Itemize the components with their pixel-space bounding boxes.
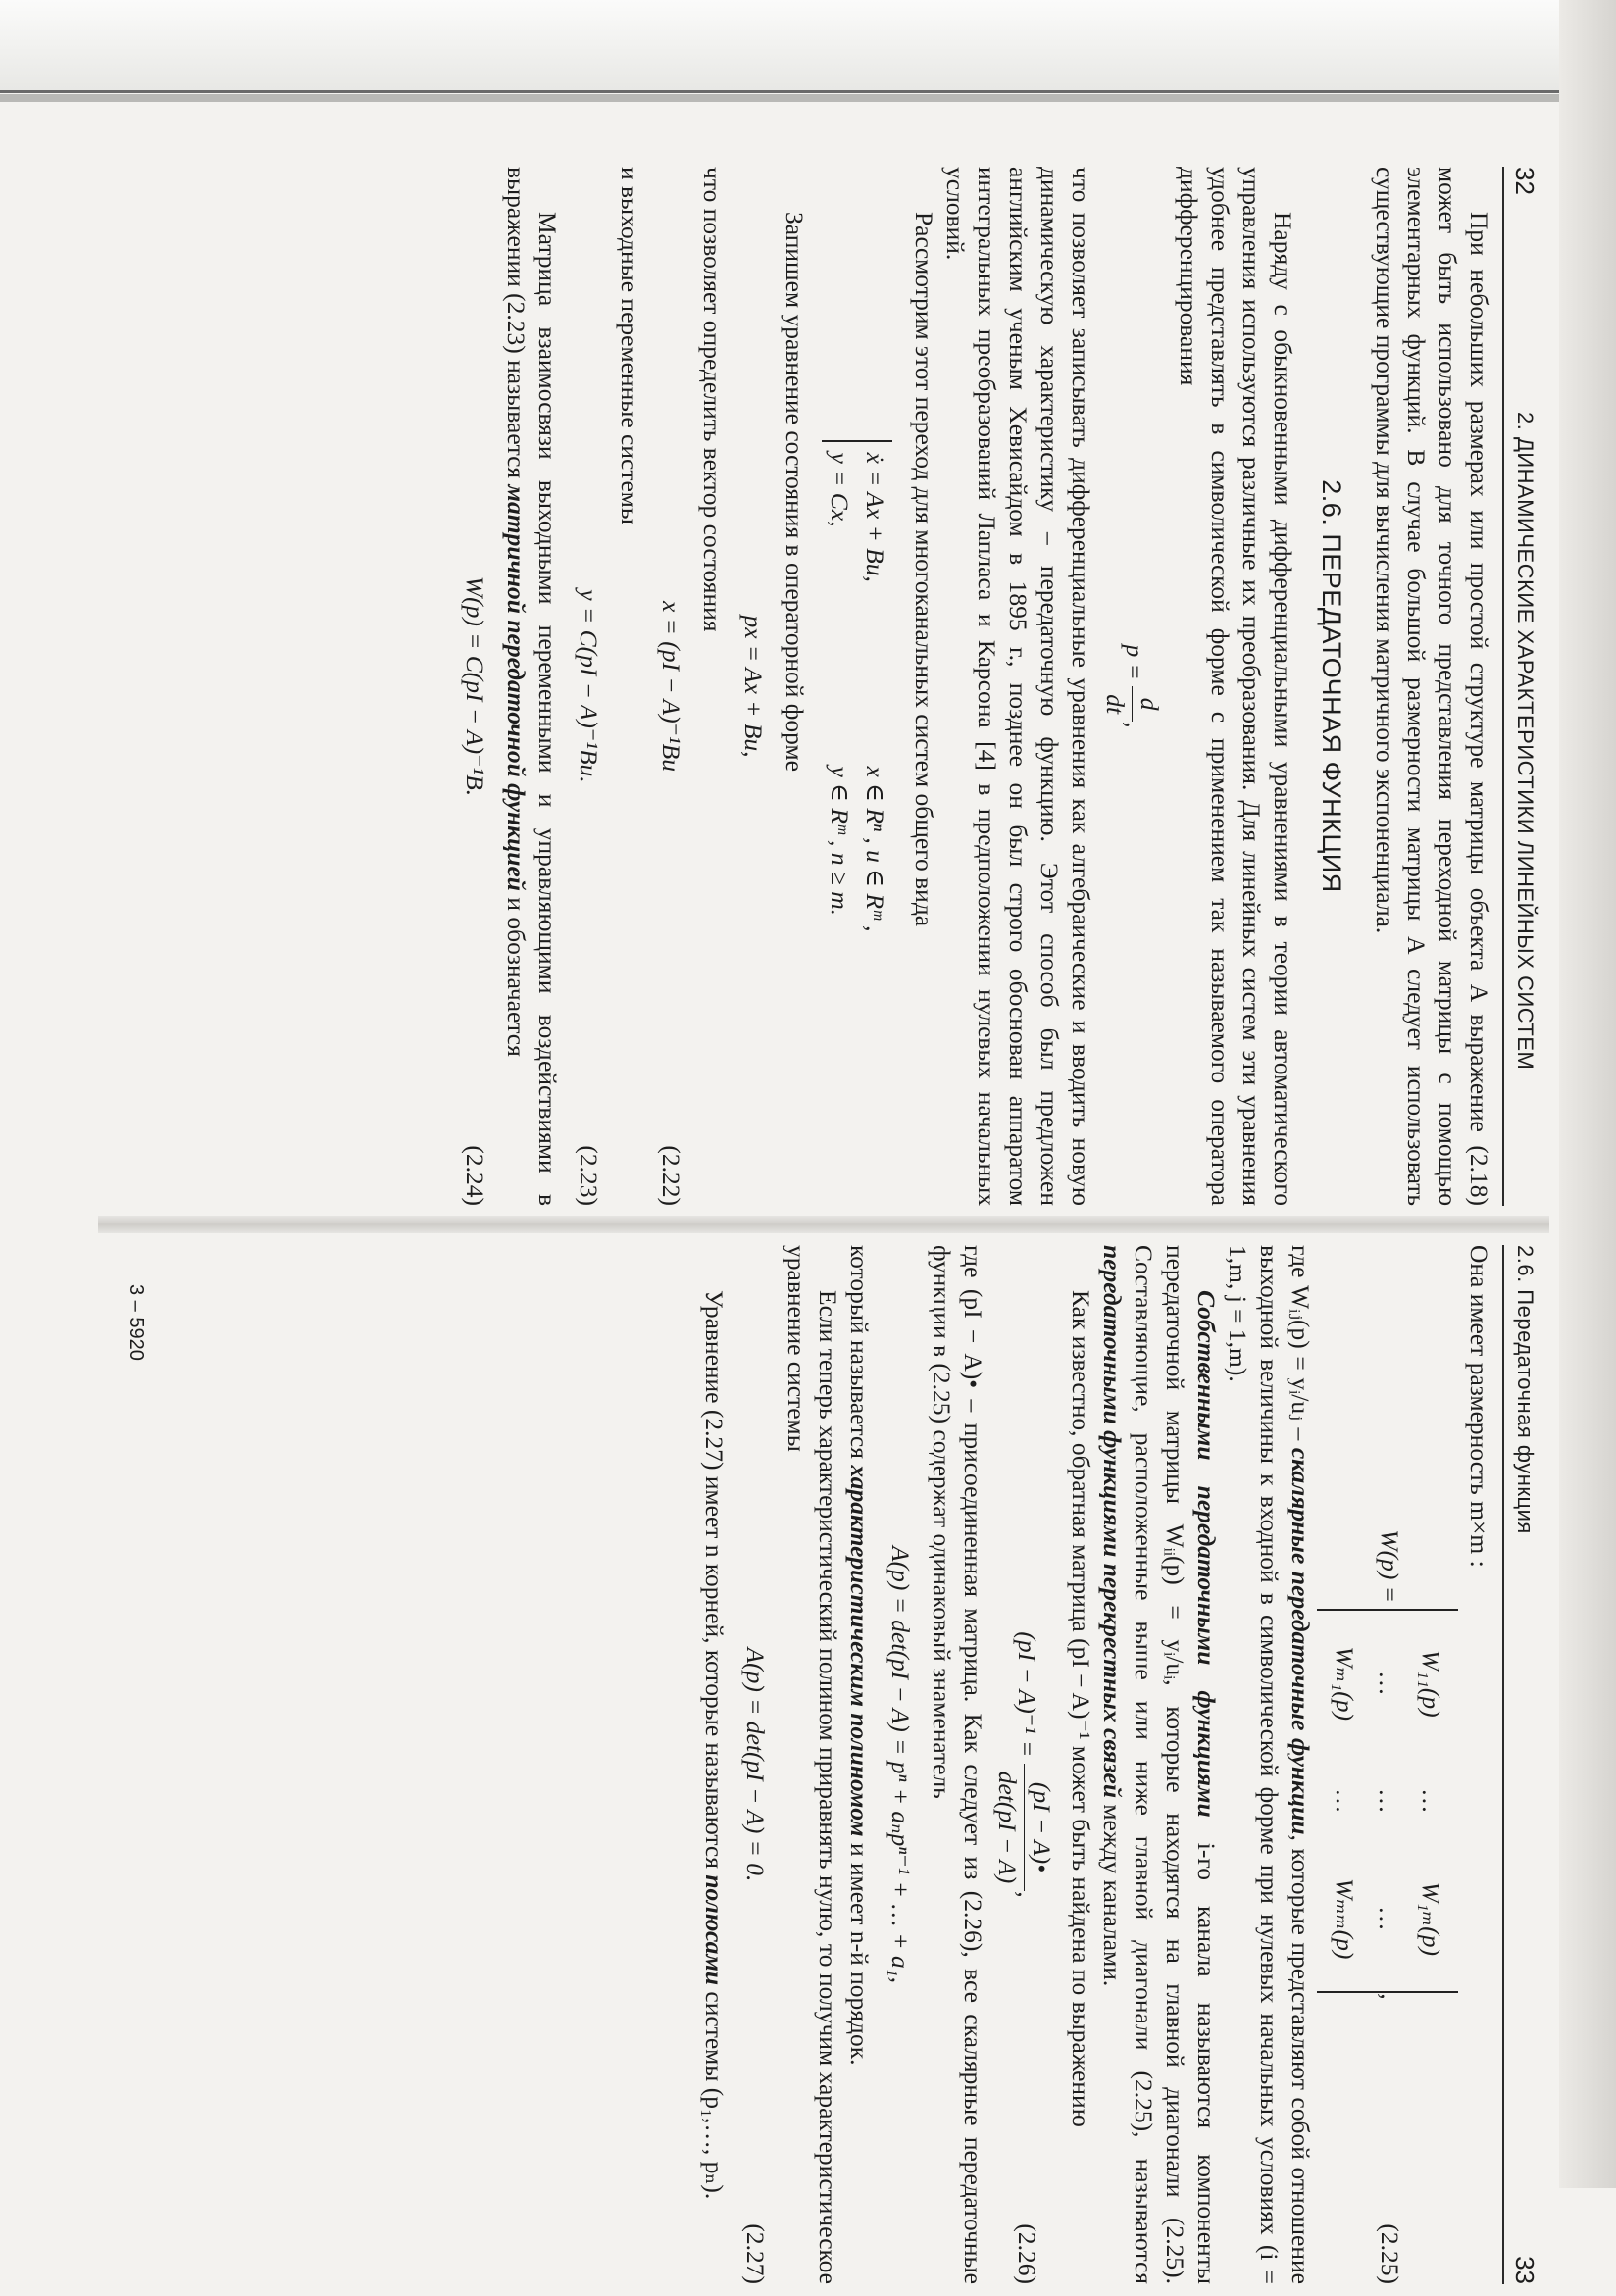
paragraph: Матрица взаимосвязи выходными переменными и управляющими воздействиями в выражении (2.23) называется матричной передаточной функцией и обозначается bbox=[502, 167, 562, 1206]
transfer-matrix: W₁₁(p)…W₁ₘ(p) ……… Wₘ₁(p)…Wₘₘ(p) bbox=[1317, 1609, 1458, 1993]
term-emphasis: Собственными передаточными функциями bbox=[1192, 1290, 1221, 1818]
paragraph: Как известно, обратная матрица (pI − A)⁻¹ может быть найдена по выражению bbox=[1067, 1290, 1095, 2127]
signature-mark: 3 – 5920 bbox=[126, 1284, 147, 1361]
page-33 bbox=[98, 1245, 1549, 2284]
equation-number: (2.24) bbox=[461, 1145, 489, 1206]
equation-char-poly: A(p) = det(pI − A) = pⁿ + aₙpⁿ⁻¹ + … + a₁, bbox=[886, 1546, 915, 1983]
paragraph: что позволяет определить вектор состояния bbox=[698, 167, 727, 632]
equation-2-23: y = C(pI − A)⁻¹Bu. (2.23) bbox=[563, 167, 614, 1206]
term-emphasis: передаточными функциями перекрестных связей bbox=[1098, 1245, 1127, 1799]
running-head-right bbox=[1502, 1245, 1540, 2284]
paragraph: При небольших размерах или простой структуре матрицы объекта A выражение (2.18) может быть использовано для точного представления переходной матрицы с помощью элементарных функций. В случае большой размерности матрицы A следует использовать существующие программы для вычисления матричного экспоненциала. bbox=[1371, 167, 1493, 1206]
page-number: 33 bbox=[1510, 2256, 1540, 2284]
paragraph: Рассмотрим этот переход для многоканальных систем общего вида bbox=[910, 212, 938, 927]
running-head-left bbox=[1502, 167, 1540, 1206]
paragraph: Собственными передаточными функциями i-го канала называются компоненты передаточной матрицы Wᵢᵢ(p) = yᵢ/uᵢ, которые находятся на главной диагонали (2.25). Составляющие, расположенные выше или ниже главной диагонали (2.25), называются передаточными функциями перекрестных связей между каналами. bbox=[1098, 1245, 1221, 2284]
paragraph: Наряду с обыкновенными дифференциальными уравнениями в теории автоматического управления используются различные их преобразования. Для линейных систем эти уравнения удобнее представлять в символической форме с применением так называемого оператора дифференцирования bbox=[1175, 167, 1297, 1206]
equation-number: (2.22) bbox=[657, 1145, 685, 1206]
equation-2-25: W(p) = W₁₁(p)…W₁ₘ(p) ……… Wₘ₁(p)…Wₘₘ(p) , (2.25) bbox=[1316, 1245, 1463, 2284]
paragraph: Она имеет размерность m×m : bbox=[1465, 1245, 1493, 1568]
paragraph: и выходные переменные системы bbox=[616, 167, 644, 525]
equation-2-26: (pI − A)⁻¹ = (pI − A)• det(pI − A) , (2.26) bbox=[988, 1245, 1065, 2284]
paragraph: что позволяет записывать дифференциальные уравнения как алгебраические и вводить новую динамическую характеристику – передаточную функцию. Этот способ был предложен английским ученым Хевисайдом в 1895 г., позднее он был строго обоснован аппаратом интегральных преобразований Лапласа и Карсона [4] в предположении нулевых начальных условий. bbox=[941, 167, 1095, 1206]
equation-number: (2.25) bbox=[1376, 2223, 1404, 2284]
term-emphasis: характеристическим полиномом bbox=[845, 1465, 874, 1837]
scan-top-margin bbox=[0, 0, 1616, 93]
term-emphasis: полюсами bbox=[700, 1874, 729, 1986]
term-emphasis: скалярные передаточные функции bbox=[1287, 1447, 1315, 1835]
scan-top-shadow bbox=[0, 94, 1616, 102]
section-title: 2.6. ПЕРЕДАТОЧНАЯ ФУНКЦИЯ bbox=[1317, 479, 1346, 893]
paragraph: где Wᵢⱼ(p) = yᵢ/uⱼ – скалярные передаточные функции, которые представляют собой отношение выходной величины к входной в символической форме при нулевых начальных условиях (i = 1,m, j = 1,m). bbox=[1224, 1245, 1315, 2284]
page-number: 32 bbox=[1510, 167, 1540, 195]
equation-2-27: A(p) = det(pI − A) = 0. (2.27) bbox=[730, 1245, 781, 2284]
page-body bbox=[698, 1245, 1494, 2284]
equation-operator-p: p = d dt , bbox=[1101, 644, 1165, 728]
equation-2-22: x = (pI − A)⁻¹Bu (2.22) bbox=[645, 167, 696, 1206]
paragraph: где (pI − A)• – присоединенная матрица. Как следует из (2.26), все скалярные передаточные функции в (2.25) содержат одинаковый знаменатель bbox=[928, 1245, 987, 2284]
book-gutter bbox=[98, 1216, 1549, 1233]
page-body bbox=[449, 167, 1494, 1206]
equation-number: (2.27) bbox=[741, 2223, 770, 2284]
paragraph: Если теперь характеристический полином приравнять нулю, то получим характеристическое уравнение системы bbox=[783, 1245, 842, 2284]
book-spread bbox=[98, 108, 1549, 2296]
equation-system: ẋ = Ax + Bu,x ∈ Rⁿ , u ∈ Rᵐ , y = Cx,y ∈ Rᵐ , n ≥ m. bbox=[810, 167, 908, 1206]
equation-2-24: W(p) = C(pI − A)⁻¹B. (2.24) bbox=[449, 167, 500, 1206]
equation-px: px = Ax + Bu, bbox=[739, 615, 768, 758]
term-emphasis: матричной передаточной функцией bbox=[502, 484, 530, 891]
equation-number: (2.23) bbox=[575, 1145, 603, 1206]
paragraph: Запишем уравнение состояния в операторной форме bbox=[781, 212, 809, 772]
scan-right-margin bbox=[1559, 0, 1616, 2188]
paragraph: который называется характеристическим полиномом и имеет n-й порядок. bbox=[845, 1245, 874, 2066]
running-head-text: 2. ДИНАМИЧЕСКИЕ ХАРАКТЕРИСТИКИ ЛИНЕЙНЫХ СИСТЕМ bbox=[1513, 412, 1538, 1071]
page-32 bbox=[98, 167, 1549, 1206]
paragraph: Уравнение (2.27) имеет n корней, которые называются полюсами системы (p₁,…, pₙ). bbox=[700, 1290, 729, 2200]
equation-number: (2.26) bbox=[1013, 2223, 1041, 2284]
running-head-text: 2.6. Передаточная функция bbox=[1513, 1245, 1538, 1534]
